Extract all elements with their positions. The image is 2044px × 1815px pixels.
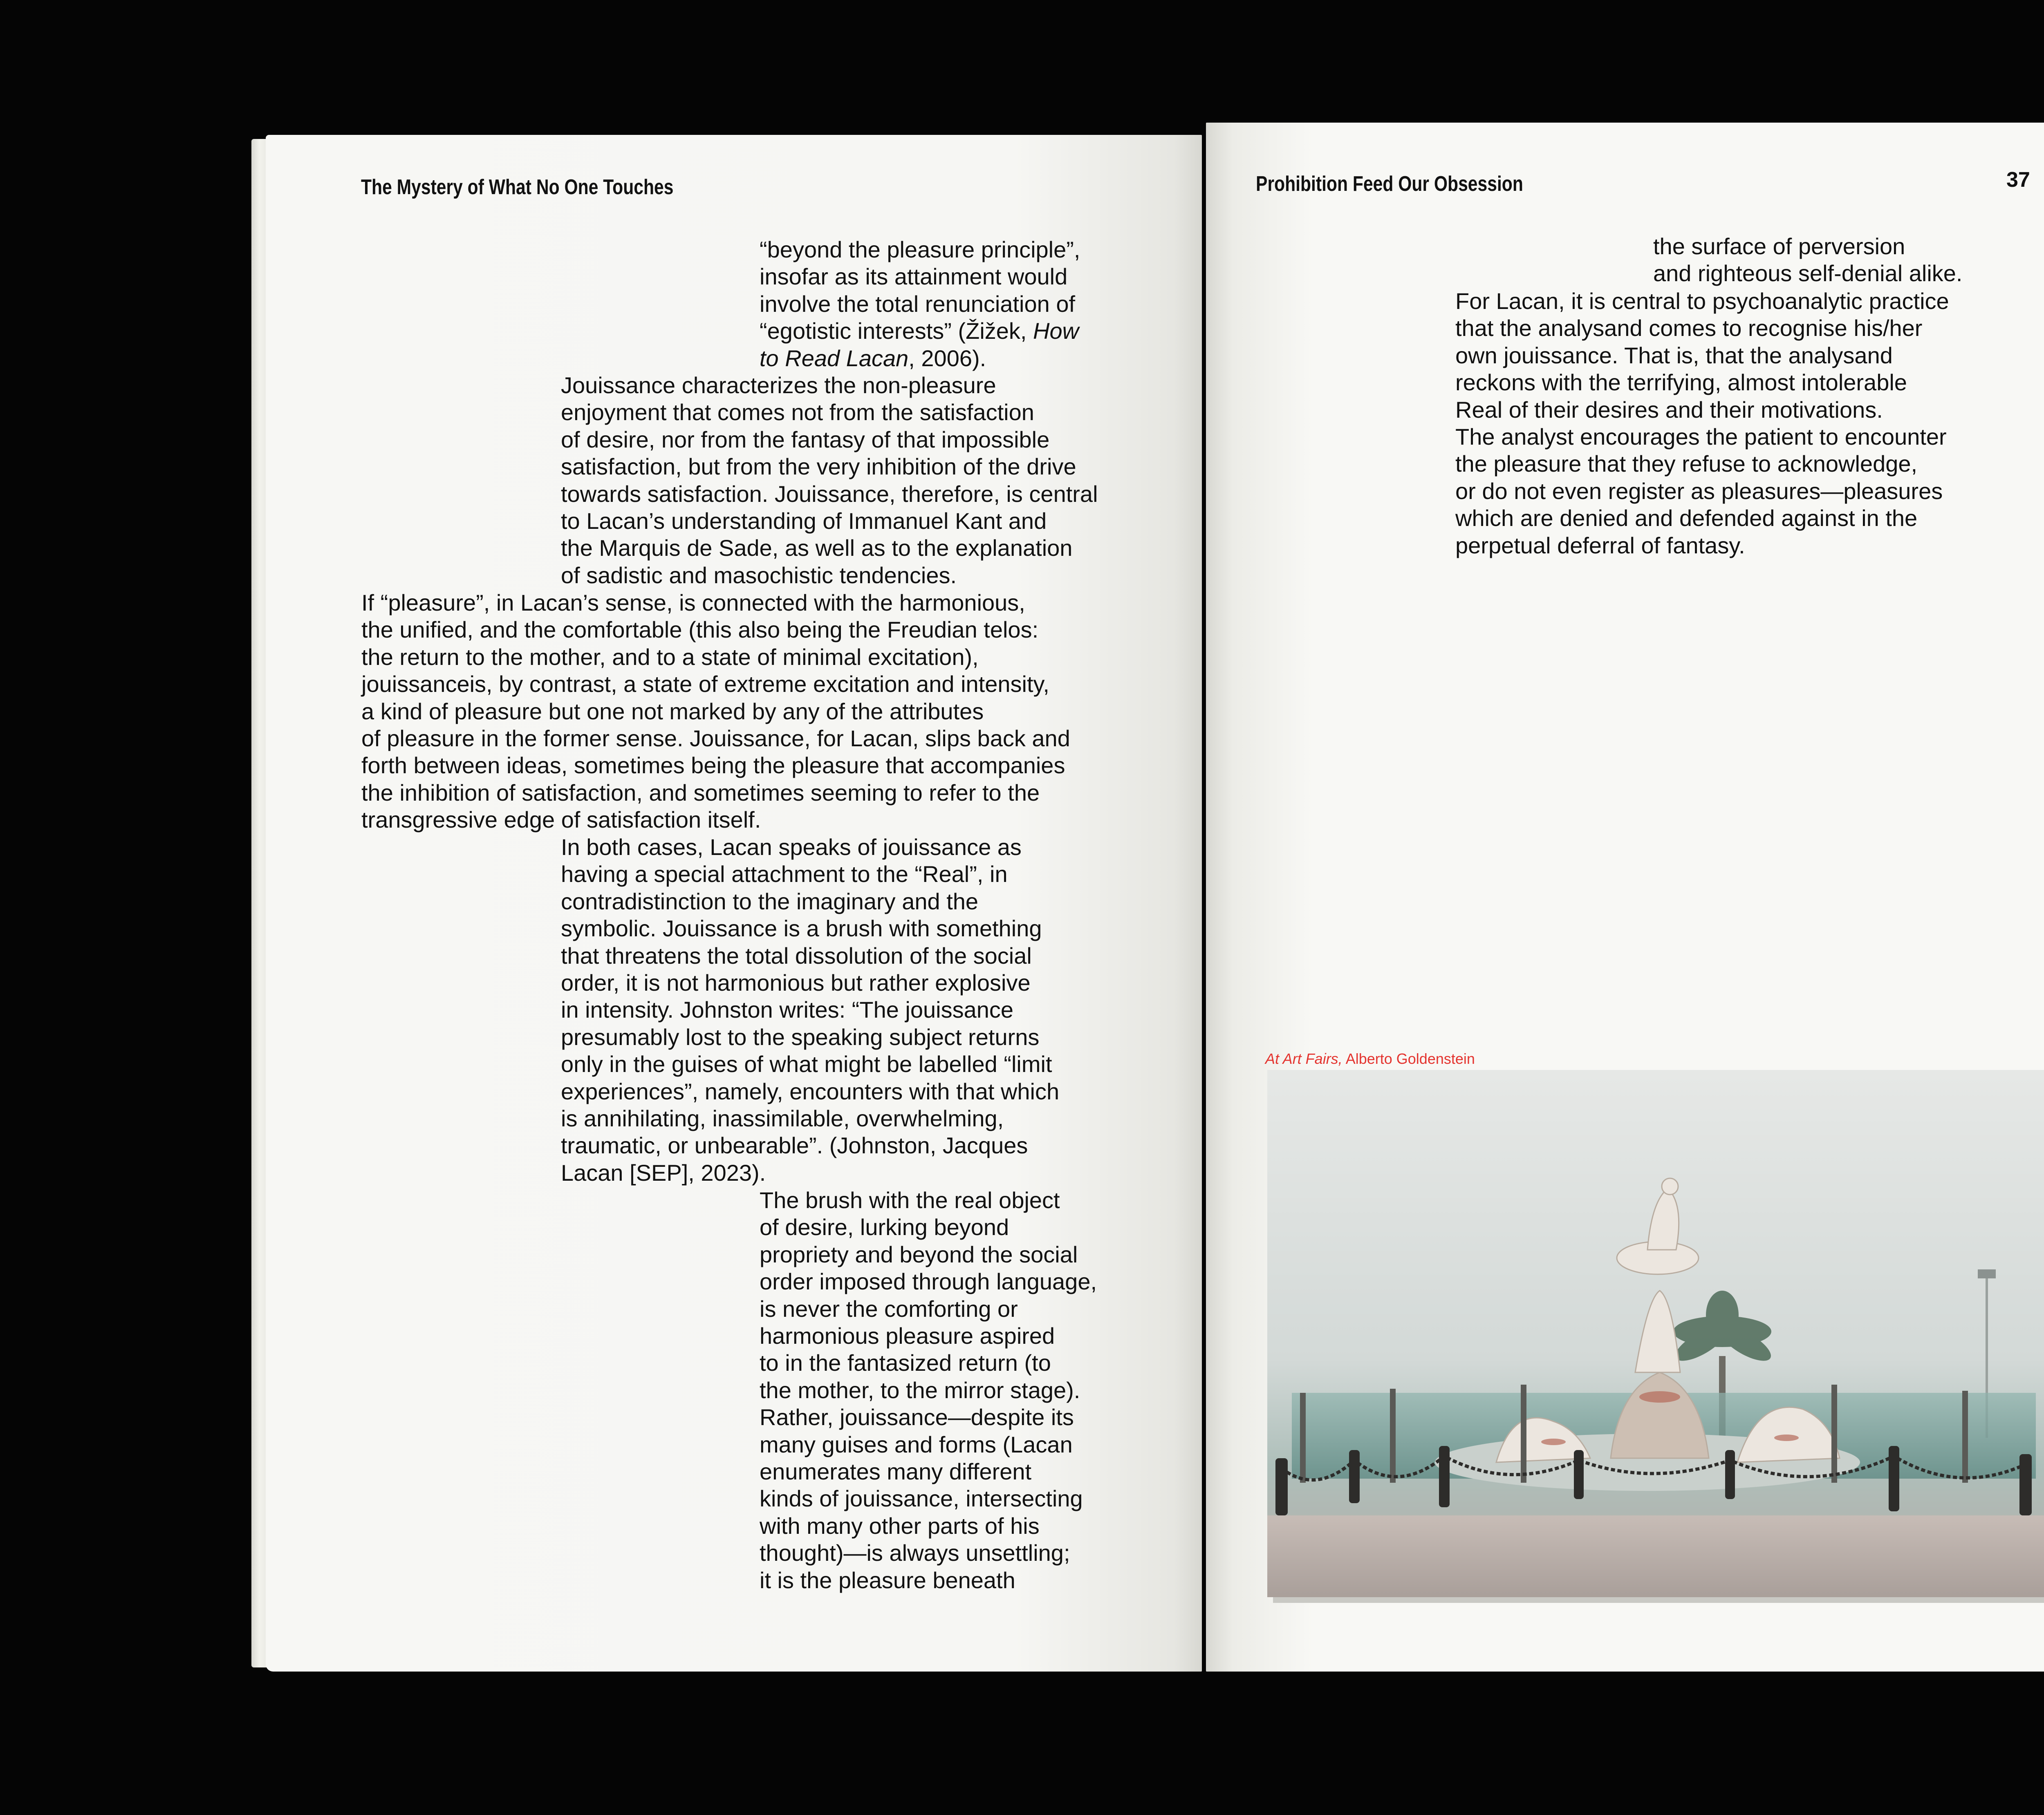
page-number: 37 bbox=[2006, 168, 2030, 192]
fountain-photo-image bbox=[1267, 1070, 2044, 1597]
left-block-4: In both cases, Lacan speaks of jouissance as having a special attachment to the “Real”, in contradistinction to the imaginary and the symbolic. Jouissance is a brush with something that threatens the total dissolution of the social order, it is not harmonious but rather explosive in intensity. Johnston writes: “The jouissance presumably lost to the speaking subject returns only in the guises of what might be labelled “limit experiences”, namely, encounters with that which is annihilating, inassimilable, overwhelming, traumatic, or unbearable”. (Johnston, Jacques Lacan [SEP], 2023). bbox=[561, 834, 1060, 1186]
photo-caption bbox=[1265, 1050, 1475, 1068]
right-block-2: For Lacan, it is central to psychoanalytic practice that the analysand comes to recognise his/her own jouissance. That is, that the analysand reckons with the terrifying, almost intolerable Real of their desires and their motivations. The analyst encourages the patient to encounter the pleasure that they refuse to acknowledge, or do not even register as pleasures—pleasures which are denied and defended against in the perpetual deferral of fantasy. bbox=[1455, 288, 1949, 558]
right-block-1: the surface of perversion and righteous self-denial alike. bbox=[1653, 233, 1963, 286]
right-running-head: Prohibition Feed Our Obsession bbox=[1256, 172, 1523, 196]
left-running-head: The Mystery of What No One Touches bbox=[361, 175, 674, 199]
zizek-citation-line-2: to Read Lacan, 2006). bbox=[760, 345, 986, 371]
left-block-3: If “pleasure”, in Lacan’s sense, is connected with the harmonious, the unified, and the comfortable (this also being the Freudian telos: the return to the mother, and to a state of minimal excitation), jouissanceis, by contrast, a state of extreme excitation and intensity, a kind of pleasure but one not marked by any of the attributes of pleasure in the former sense. Jouissance, for Lacan, slips back and forth between ideas, sometimes being the pleasure that accompanies the inhibition of satisfaction, and sometimes seeming to refer to the transgressive edge of satisfaction itself. bbox=[361, 590, 1070, 833]
caption-title: At Art Fairs, bbox=[1265, 1050, 1342, 1067]
caption-author: Alberto Goldenstein bbox=[1345, 1050, 1475, 1067]
zizek-citation-line: “egotistic interests” (Žižek, How bbox=[760, 318, 1079, 344]
fountain-photograph bbox=[1267, 1070, 2044, 1597]
left-block-1: “beyond the pleasure principle”, insofar as its attainment would involve the total renunciation of “egotistic interests” (Žižek, How to Read Lacan, 2006). bbox=[760, 237, 1080, 371]
left-block-5: The brush with the real object of desire, lurking beyond propriety and beyond the social order imposed through language, is never the comforting or harmonious pleasure aspired to in the fantasized return (to the mother, to the mirror stage). Rather, jouissance—despite its many guises and forms (Lacan enumerates many different kinds of jouissance, intersecting with many other parts of his thought)—is always unsettling; it is the pleasure beneath bbox=[760, 1187, 1097, 1593]
left-block-2: Jouissance characterizes the non-pleasure enjoyment that comes not from the satisfaction of desire, nor from the fantasy of that impossible satisfaction, but from the very inhibition of the drive towards satisfaction. Jouissance, therefore, is central to Lacan’s understanding of Immanuel Kant and the Marquis de Sade, as well as to the explanation of sadistic and masochistic tendencies. bbox=[561, 372, 1098, 588]
